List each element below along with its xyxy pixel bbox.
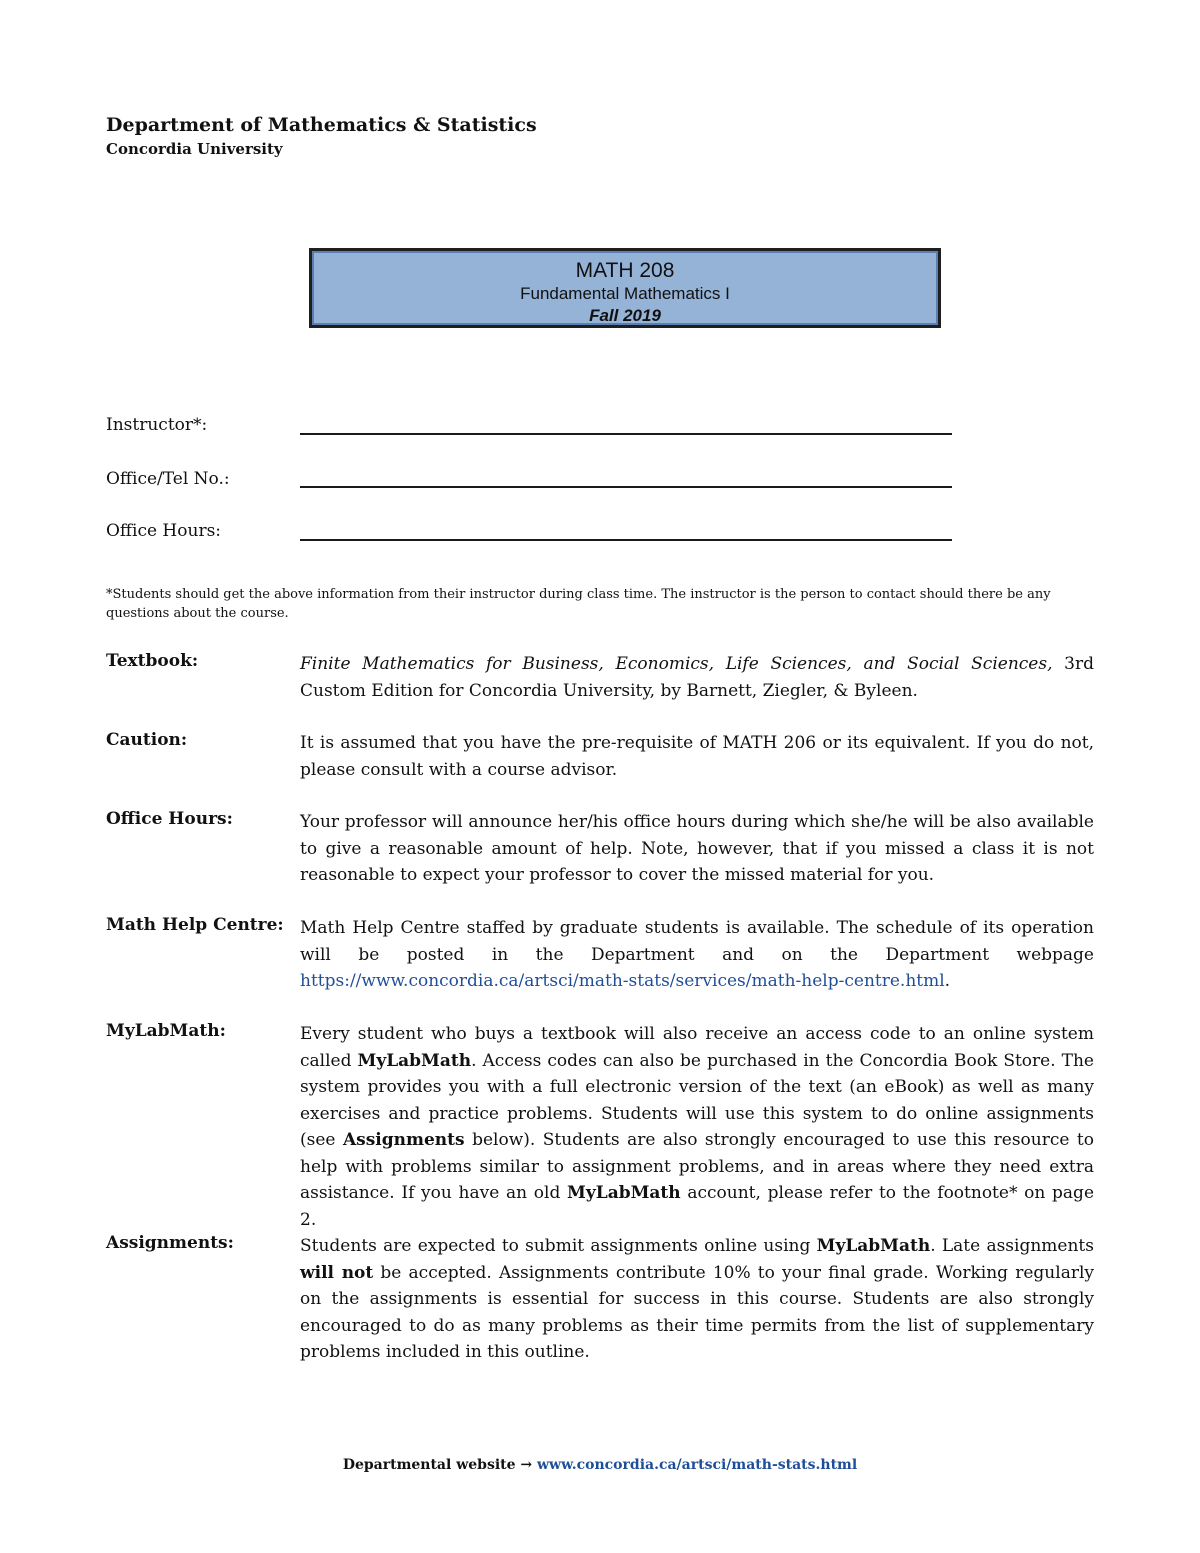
department-title: Department of Mathematics & Statistics [106, 114, 537, 136]
assignments-text: Students are expected to submit assignments online using MyLabMath. Late assignments will not be accepted. Assignments contribute 10% to your final grade. Working regularly on the assignments is essential for success in this course. Students are also strongly encouraged to do as many problems as their time permits from the list of supplementary problems included in this outline. [300, 1236, 1094, 1362]
footer [0, 1457, 1200, 1473]
caution-text: It is assumed that you have the pre-requisite of MATH 206 or its equivalent. If you do not, please consult with a course advisor. [300, 733, 1094, 780]
office-tel-label: Office/Tel No.: [106, 469, 230, 489]
textbook-text: Finite Mathematics for Business, Economics, Life Sciences, and Social Sciences, 3rd Custom Edition for Concordia University, by Barnett, Ziegler, & Byleen. [300, 654, 1094, 701]
office-hours-blank-line [300, 539, 952, 541]
university-name: Concordia University [106, 140, 283, 158]
course-term: Fall 2019 [589, 306, 661, 325]
assignments-label: Assignments: [106, 1233, 234, 1253]
math-help-text: Math Help Centre staffed by graduate students is available. The schedule of its operation will be posted in the Department and on the Department webpage https://www.concordia.ca/artsci/math-stats/services/math-help-centre.html. [300, 918, 1094, 991]
course-code: MATH 208 [575, 259, 675, 282]
caution-label: Caution: [106, 730, 188, 750]
instructor-blank-line [300, 433, 952, 435]
instructor-label: Instructor*: [106, 415, 208, 435]
office-hours-field-label: Office Hours: [106, 521, 222, 541]
textbook-title: Finite Mathematics for Business, Economics, Life Sciences, and Social Sciences, [300, 654, 1053, 674]
textbook-label: Textbook: [106, 651, 199, 671]
department-website-link[interactable]: www.concordia.ca/artsci/math-stats.html [537, 1457, 858, 1473]
instructor-info-note: *Students should get the above information from their instructor during class time. The instructor is the person to contact should there be any questions about the course. [106, 587, 1051, 621]
math-help-centre-link[interactable]: https://www.concordia.ca/artsci/math-stats/services/math-help-centre.html [300, 971, 945, 991]
office-hours-label: Office Hours: [106, 809, 233, 829]
footer-label: Departmental website → [342, 1457, 537, 1473]
mylabmath-label: MyLabMath: [106, 1021, 226, 1041]
mylabmath-text: Every student who buys a textbook will also receive an access code to an online system called MyLabMath. Access codes can also be purchased in the Concordia Book Store. The system provides you with a full electronic version of the text (an eBook) as well as many exercises and practice problems. Students will use this system to do online assignments (see Assignments below). Students are also strongly encouraged to use this resource to help with problems similar to assignment problems, and in areas where they need extra assistance. If you have an old MyLabMath account, please refer to the footnote* on page 2. [300, 1024, 1095, 1230]
course-title-box [309, 248, 941, 328]
course-name: Fundamental Mathematics I [520, 284, 730, 303]
office-tel-blank-line [300, 486, 952, 488]
office-hours-text: Your professor will announce her/his office hours during which she/he will be also available to give a reasonable amount of help. Note, however, that if you missed a class it is not reasonable to expect your professor to cover the missed material for you. [300, 812, 1094, 885]
math-help-label: Math Help Centre: [106, 915, 284, 935]
